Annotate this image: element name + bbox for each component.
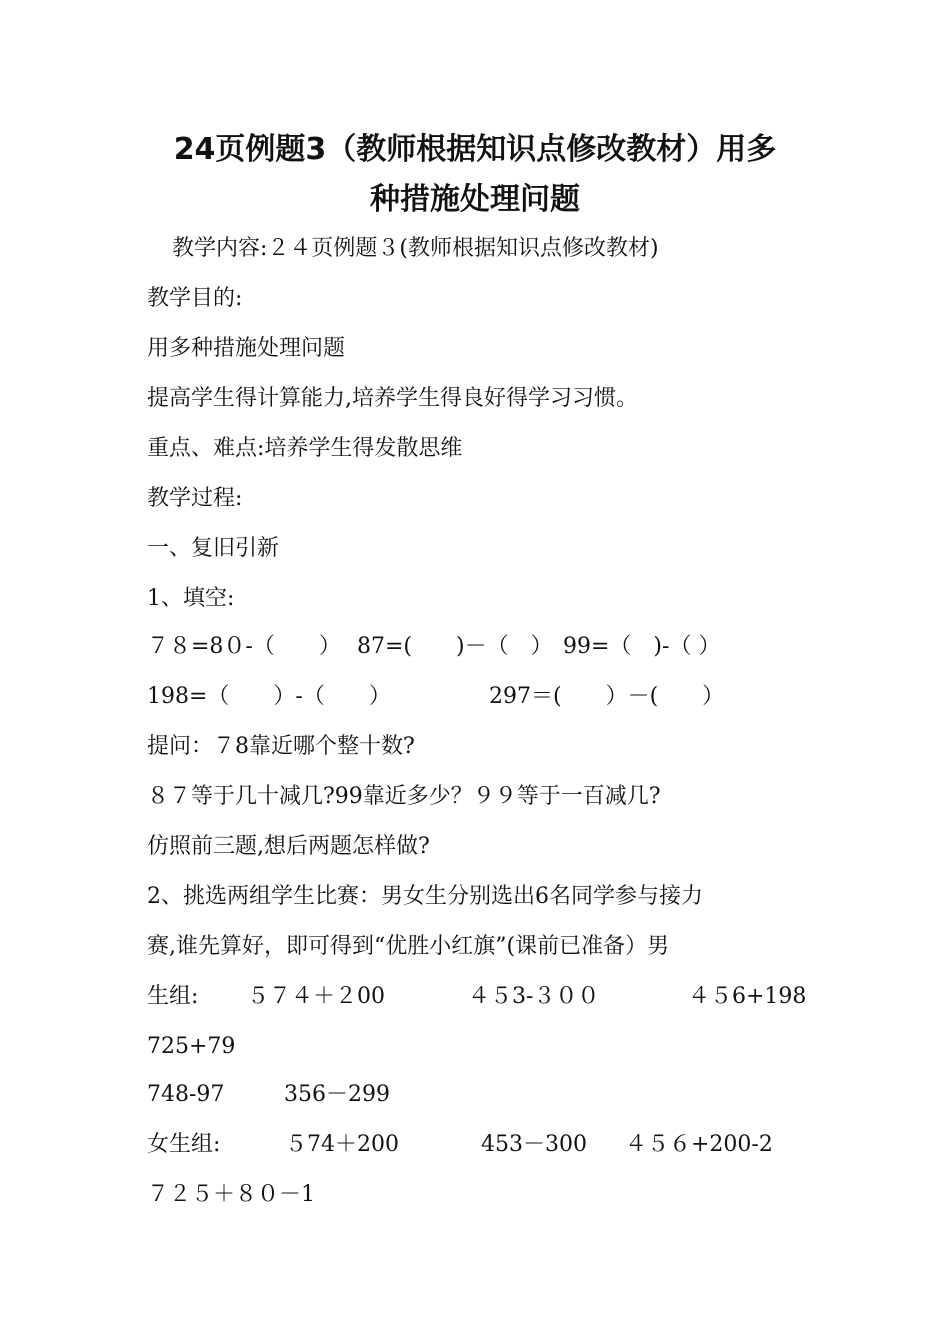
boys-expression: 748-97: [147, 1082, 225, 1107]
teaching-content: 教学内容:２４页例题３(教师根据知识点修改教材): [172, 236, 659, 261]
question-1: 提问：７8靠近哪个整十数?: [147, 734, 415, 759]
fill-expression: 198=（ ）-（ ）: [147, 684, 391, 709]
key-points: 重点、难点:培养学生得发散思维: [147, 436, 463, 461]
objective-2: 提高学生得计算能力,培养学生得良好得学习习惯。: [147, 386, 638, 411]
girls-expression: ５74＋200: [285, 1132, 399, 1157]
item-2-line-2: 赛,谁先算好，即可得到“优胜小红旗”(课前已准备）男: [147, 934, 670, 959]
question-2: ８７等于几十减几?99靠近多少？９９等于一百减几?: [147, 784, 661, 809]
boys-expression: 725+79: [147, 1034, 236, 1059]
fill-expression: 99=（ )-（ ）: [563, 634, 721, 659]
objective-label: 教学目的:: [147, 286, 243, 311]
fill-expression: ７８=8０-（ ）: [147, 634, 341, 659]
process-label: 教学过程:: [147, 486, 243, 511]
document-title-line-1: 24页例题3（教师根据知识点修改教材）用多: [173, 132, 777, 167]
item-2-line-1: 2、挑选两组学生比赛：男女生分别选出6名同学参与接力: [147, 884, 703, 909]
girls-expression: 453－300: [481, 1132, 587, 1157]
boys-expression: ４５3-３００: [468, 984, 600, 1009]
fill-expression: 87=( )－（ ）: [357, 634, 553, 659]
document-title-line-2: 种措施处理问题: [370, 182, 580, 217]
boys-expression: 356－299: [284, 1082, 390, 1107]
section-1-heading: 一、复旧引新: [147, 536, 280, 561]
boys-expression: ４５6+198: [688, 984, 807, 1009]
girls-expression: ４５６+200-2: [625, 1132, 773, 1157]
girls-expression: ７２５＋８０－1: [147, 1182, 315, 1207]
objective-1: 用多种措施处理问题: [147, 336, 346, 361]
boys-group-label: 生组:: [147, 984, 199, 1009]
girls-group-label: 女生组:: [147, 1132, 221, 1157]
boys-expression: ５７４＋２00: [247, 984, 385, 1009]
item-1-fill-in: 1、填空:: [147, 586, 235, 611]
fill-expression: 297＝( ）－( ）: [489, 684, 725, 709]
question-3: 仿照前三题,想后两题怎样做?: [147, 834, 430, 859]
